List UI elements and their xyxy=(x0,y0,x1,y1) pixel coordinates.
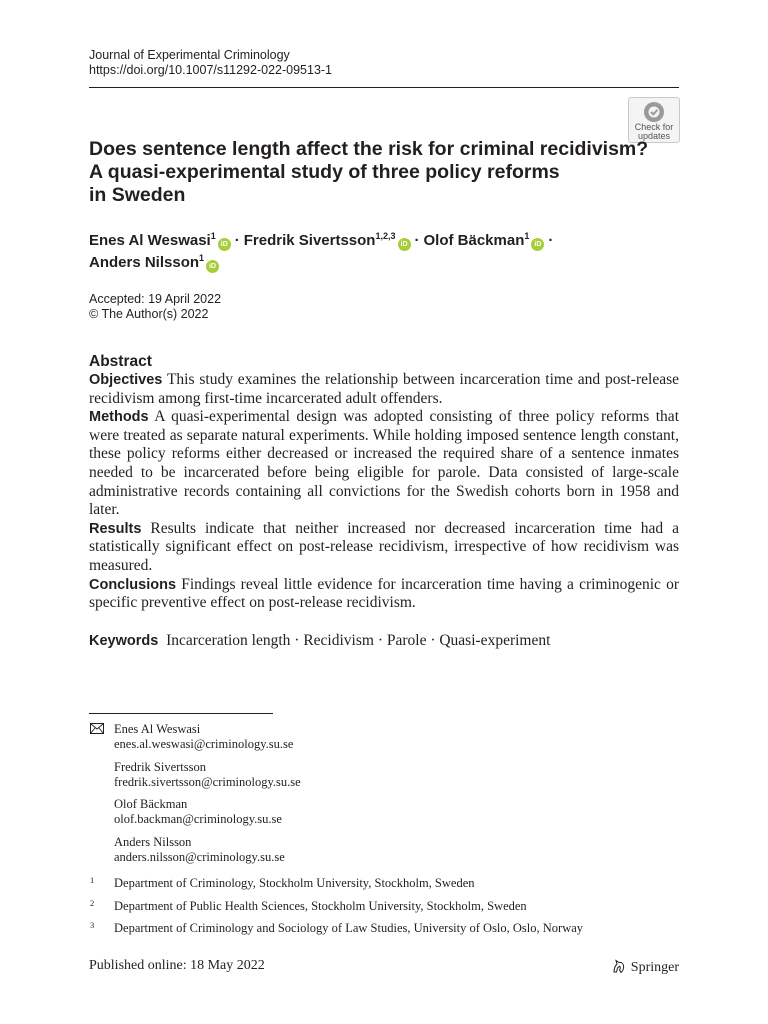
contact-entry xyxy=(89,797,301,827)
title-line: A quasi-experimental study of three policy reforms xyxy=(89,161,560,183)
affiliation-text: Department of Criminology and Sociology of Law Studies, University of Oslo, Oslo, Norway xyxy=(114,921,584,935)
contact-entry xyxy=(89,760,301,790)
check-for-updates-line1: Check for xyxy=(634,122,674,132)
abstract-heading: Abstract xyxy=(89,353,152,370)
abstract-body xyxy=(89,371,679,613)
affiliation-text: Department of Public Health Sciences, Stockholm University, Stockholm, Sweden xyxy=(114,898,527,913)
abstract-section-text: This study examines the relationship between incarceration time and post-release recidivism among first-time incarcerated adult offenders. xyxy=(89,371,679,407)
author-separator: · xyxy=(234,232,240,249)
keywords-label: Keywords xyxy=(89,633,159,649)
contact-email[interactable]: fredrik.sivertsson@criminology.su.se xyxy=(114,774,301,789)
author-4 xyxy=(89,254,219,271)
abstract-section-text: Findings reveal little evidence for incarceration time having a criminogenic or specific preventive effect on post-release recidivism. xyxy=(89,575,680,612)
footnote-rule xyxy=(89,713,273,714)
affiliations xyxy=(89,876,583,944)
abstract-section-text: Results indicate that neither increased nor decreased incarceration time had a statistically significant effect on post-release recidivism, irrespective of how recidivism was measured. xyxy=(89,519,679,574)
journal-name: Journal of Experimental Criminology xyxy=(89,48,290,62)
abstract-section xyxy=(89,408,679,520)
keywords xyxy=(89,631,550,651)
contact-email[interactable]: olof.backman@criminology.su.se xyxy=(114,812,282,826)
contact-entry xyxy=(89,722,301,752)
author-name: Anders Nilsson xyxy=(89,254,200,271)
affiliation-number: 1 xyxy=(90,875,95,885)
author-1 xyxy=(89,232,231,249)
author-separator: · xyxy=(548,232,554,249)
title-line: in Sweden xyxy=(89,184,186,206)
contact-name: Enes Al Weswasi xyxy=(114,722,201,736)
author-name: Enes Al Weswasi xyxy=(89,232,211,249)
author-contacts xyxy=(89,722,301,872)
article-title xyxy=(89,138,649,207)
copyright-notice: © The Author(s) 2022 xyxy=(89,307,209,321)
doi-link[interactable]: https://doi.org/10.1007/s11292-022-09513-1 xyxy=(89,63,333,77)
author-3 xyxy=(424,232,545,249)
contact-name: Anders Nilsson xyxy=(114,834,192,849)
check-for-updates-line2: updates xyxy=(637,131,671,141)
author-affiliation-sup: 1 xyxy=(199,253,205,263)
abstract-section-label: Results xyxy=(89,520,142,537)
publisher-name: Springer xyxy=(630,960,679,975)
abstract-section-label: Methods xyxy=(89,409,149,426)
author-name: Olof Bäckman xyxy=(423,232,525,249)
affiliation xyxy=(89,876,583,891)
article-dates xyxy=(89,292,221,322)
published-online: Published online: 18 May 2022 xyxy=(89,958,265,973)
affiliation-text: Department of Criminology, Stockholm University, Stockholm, Sweden xyxy=(114,876,475,890)
orcid-icon[interactable]: iD xyxy=(218,238,231,251)
affiliation xyxy=(89,899,583,914)
check-for-updates-badge[interactable] xyxy=(628,97,680,143)
abstract-section xyxy=(89,576,679,613)
contact-name: Fredrik Sivertsson xyxy=(114,759,207,774)
abstract-section xyxy=(89,371,679,408)
author-affiliation-sup: 1,2,3 xyxy=(375,231,396,241)
orcid-icon[interactable]: iD xyxy=(531,238,544,251)
contact-email[interactable]: enes.al.weswasi@criminology.su.se xyxy=(114,737,294,751)
affiliation xyxy=(89,921,583,936)
author-affiliation-sup: 1 xyxy=(210,231,216,241)
abstract-section xyxy=(89,520,679,576)
abstract-section-text: A quasi-experimental design was adopted consisting of three policy reforms that were treated as separate natural experiments. While holding imposed sentence length constant, these policy reforms either decreased or increased the required share of a sentence inmates needed to be incarcerated before being eligible for parole. Data consisted of large-scale administrative records containing all convictions for the Swedish cohorts born in 1958 and later. xyxy=(89,408,679,519)
author-affiliation-sup: 1 xyxy=(524,231,530,241)
contact-name: Olof Bäckman xyxy=(114,797,188,811)
affiliation-number: 3 xyxy=(90,920,95,930)
page-footer xyxy=(89,958,679,978)
orcid-icon[interactable]: iD xyxy=(206,260,219,273)
author-name: Fredrik Sivertsson xyxy=(243,232,376,249)
title-line: Does sentence length affect the risk for criminal recidivism? xyxy=(89,138,649,160)
abstract-section-label: Objectives xyxy=(89,372,163,388)
publisher-logo xyxy=(611,958,679,976)
author-separator: · xyxy=(414,232,420,249)
author-list xyxy=(89,230,679,274)
abstract-section-label: Conclusions xyxy=(89,576,177,593)
check-for-updates-icon xyxy=(643,101,665,123)
contact-email[interactable]: anders.nilsson@criminology.su.se xyxy=(114,849,285,864)
contact-entry xyxy=(89,835,301,865)
envelope-icon xyxy=(90,723,104,734)
accepted-date: Accepted: 19 April 2022 xyxy=(89,292,222,306)
orcid-icon[interactable]: iD xyxy=(398,238,411,251)
author-2 xyxy=(244,232,411,249)
springer-horse-icon xyxy=(611,958,627,974)
keywords-list: Incarceration length · Recidivism · Parole · Quasi-experiment xyxy=(166,632,551,649)
journal-header xyxy=(89,48,332,78)
header-rule xyxy=(89,87,679,88)
affiliation-number: 2 xyxy=(90,897,95,908)
